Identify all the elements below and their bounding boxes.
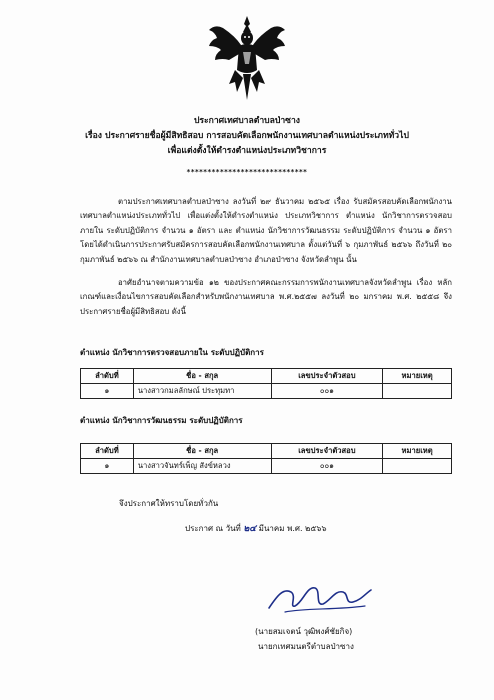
col-header-no: ลำดับที่ xyxy=(81,444,134,459)
table-row xyxy=(81,384,452,399)
col-header-exam-id: เลขประจำตัวสอบ xyxy=(271,369,383,384)
body-paragraph-1: ตามประกาศเทศบาลตำบลป่าซาง ลงวันที่ ๒๙ ธันวาคม ๒๕๖๕ เรื่อง รับสมัครสอบคัดเลือกพนักงานเทศบาลตำแหน่งประเภททั่วไป เพื่อแต่งตั้งให้ดำรงตำแหน่ง ประเภทวิชาการ ตำแหน่ง นักวิชาการตรวจสอบภายใน ระดับปฏิบัติการ จำนวน ๑ อัตรา และ ตำแหน่ง นักวิชาการวัฒนธรรม ระดับปฏิบัติการ จำนวน ๑ อัตรา โดยได้ดำเนินการประกาศรับสมัครการสอบคัดเลือกพนักงานเทศบาล ตั้งแต่วันที่ ๖ กุมภาพันธ์ ๒๕๖๖ ถึงวันที่ ๒๐ กุมภาพันธ์ ๒๕๖๖ ณ สำนักงานเทศบาลตำบลป่าซาง อำเภอป่าซาง จังหวัดลำพูน นั้น xyxy=(80,197,452,264)
cell-name: นางสาวจันทร์เพ็ญ สังข์หลวง xyxy=(133,459,271,474)
announce-text: จึงประกาศให้ทราบโดยทั่วกัน xyxy=(119,499,219,508)
col-header-remark: หมายเหตุ xyxy=(383,444,452,459)
col-header-name: ชื่อ - สกุล xyxy=(133,369,271,384)
cell-exam-id: ๐๐๑ xyxy=(271,384,383,399)
cell-name: นางสาวกมลลักษณ์ ประทุมทา xyxy=(133,384,271,399)
signer-title: นายกเทศมนตรีตำบลป่าซาง xyxy=(258,642,354,651)
cell-exam-id: ๐๐๑ xyxy=(271,459,383,474)
col-header-remark: หมายเหตุ xyxy=(383,369,452,384)
cell-remark xyxy=(383,459,452,474)
cell-remark xyxy=(383,384,452,399)
signature-icon xyxy=(265,578,375,618)
col-header-no: ลำดับที่ xyxy=(81,369,134,384)
garuda-emblem-icon xyxy=(205,14,289,102)
org-title: ประกาศเทศบาลตำบลป่าซาง xyxy=(193,116,301,126)
signer-name: (นายสมเจตน์ วุฒิพงศ์ชัยกิจ) xyxy=(255,627,353,636)
date-prefix: ประกาศ ณ วันที่ xyxy=(185,524,241,533)
date-suffix: มีนาคม พ.ศ. ๒๕๖๖ xyxy=(258,524,327,533)
col-header-name: ชื่อ - สกุล xyxy=(133,444,271,459)
section-title-culture: ตำแหน่ง นักวิชาการวัฒนธรรม ระดับปฏิบัติการ xyxy=(80,416,243,425)
announce-date xyxy=(185,521,327,535)
cell-no: ๑ xyxy=(81,384,134,399)
section-title-internal-audit: ตำแหน่ง นักวิชาการตรวจสอบภายใน ระดับปฏิบัติการ xyxy=(80,348,264,357)
table-culture xyxy=(80,443,452,474)
cell-no: ๑ xyxy=(81,459,134,474)
table-row xyxy=(81,459,452,474)
subject-line-2: เพื่อแต่งตั้งให้ดำรงตำแหน่งประเภทวิชาการ xyxy=(167,146,327,156)
subject-line: เรื่อง ประกาศรายชื่อผู้มีสิทธิสอบ การสอบคัดเลือกพนักงานเทศบาลตำแหน่งประเภททั่วไป xyxy=(85,131,409,141)
separator: ***************************** xyxy=(186,168,308,176)
table-internal-audit xyxy=(80,368,452,399)
body-paragraph-2: อาศัยอำนาจตามความข้อ ๑๒ ของประกาศคณะกรรมการพนักงานเทศบาลจังหวัดลำพูน เรื่อง หลักเกณฑ์และเงื่อนไขการสอบคัดเลือกสำหรับพนักงานเทศบาล พ.ศ.๒๕๕๗ ลงวันที่ ๒๐ มกราคม พ.ศ. ๒๕๕๘ จึงประกาศรายชื่อผู้มีสิทธิสอบ ดังนี้ xyxy=(80,278,452,316)
col-header-exam-id: เลขประจำตัวสอบ xyxy=(271,444,383,459)
date-day-handwritten: ๒๔ xyxy=(243,524,257,534)
